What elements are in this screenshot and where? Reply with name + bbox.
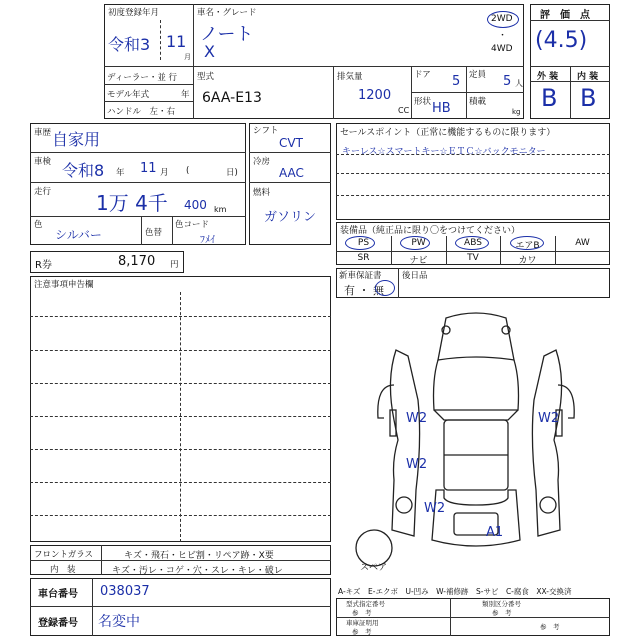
equipment-navi: ナビ xyxy=(409,256,428,266)
warranty-circle xyxy=(375,280,395,296)
ac: AAC xyxy=(279,166,304,180)
equipment-abs: ABS xyxy=(464,238,482,248)
color-code-label: 色コード xyxy=(175,220,210,230)
damage-mark-left-rear: W2 xyxy=(406,457,428,472)
divider xyxy=(104,101,193,102)
damage-mark-rear: A1 xyxy=(486,525,504,540)
divider xyxy=(398,268,399,298)
divider xyxy=(101,545,102,575)
inspection-label: 車検 xyxy=(34,157,52,167)
registration-label: 登録番号 xyxy=(38,618,78,629)
divider xyxy=(30,316,331,317)
divider xyxy=(30,383,331,384)
extra-cert-ref: 参 考 xyxy=(540,623,560,631)
divider xyxy=(336,173,610,174)
divider xyxy=(333,66,334,119)
recycle-label: R券 xyxy=(35,260,52,271)
divider xyxy=(30,182,246,183)
damage-mark-left-sill: W2 xyxy=(424,501,446,516)
equipment-sr: SR xyxy=(357,253,370,263)
warranty-label: 新車保証書 xyxy=(339,271,382,281)
garage-cert-label: 車庫証明用 xyxy=(346,619,379,627)
load-label: 積載 xyxy=(469,97,487,107)
notes-label: 注意事項申告欄 xyxy=(34,280,94,290)
drive-2wd: 2WD xyxy=(491,14,513,24)
kg-unit: kg xyxy=(512,108,521,116)
rear-body xyxy=(432,490,520,546)
history-label: 車歴 xyxy=(34,128,52,138)
drive-dot: ・ xyxy=(498,31,508,41)
dealer-label: ディーラー・並 行 xyxy=(107,73,178,83)
divider xyxy=(336,195,610,196)
exterior-grade: B xyxy=(541,84,558,112)
left-side-body xyxy=(390,350,419,536)
color: シルバー xyxy=(55,228,102,242)
door-label: ドア xyxy=(414,70,431,80)
paren-open: ( xyxy=(186,166,190,176)
first-reg-era: 令和3 xyxy=(108,35,151,54)
name-grade-label: 車名・グレード xyxy=(197,8,257,18)
registration-value: 名変中 xyxy=(98,614,140,630)
equipment-pw-circle xyxy=(400,236,430,250)
interior-label: 内 装 xyxy=(50,565,76,575)
car-diagram xyxy=(336,300,616,580)
spare-label: スペア xyxy=(360,563,388,573)
color-label: 色 xyxy=(34,220,43,230)
ac-label: 冷房 xyxy=(253,157,271,167)
front-glass-text: キズ・飛石・ヒビ割・リペア跡・X要 xyxy=(124,551,274,561)
equipment-abs-circle xyxy=(455,236,489,250)
damage-mark-right-front: W2 xyxy=(538,411,560,426)
recycle-amount: 8,170 xyxy=(118,254,156,269)
class-cert-label: 類別区分番号 xyxy=(482,600,521,608)
chassis-value: 038037 xyxy=(100,584,150,599)
capacity-label: 定員 xyxy=(469,70,487,80)
divider xyxy=(30,416,331,417)
first-reg-month: 11 xyxy=(166,32,187,51)
divider xyxy=(30,515,331,516)
front-glass-label: フロントガラス xyxy=(34,550,93,560)
divider xyxy=(160,20,161,60)
handle-label: ハンドル 左・右 xyxy=(107,107,176,117)
mileage-main: 1万 4千 xyxy=(96,191,168,215)
garage-cert-ref: 参 考 xyxy=(352,628,372,636)
model-year-label: モデル年式 xyxy=(107,90,150,100)
recycle-unit: 円 xyxy=(170,260,179,270)
equipment-airbag: エアB xyxy=(515,241,540,251)
divider xyxy=(172,216,173,245)
divider xyxy=(193,66,194,119)
divider xyxy=(30,449,331,450)
inspection-month-unit: 月 xyxy=(160,168,169,178)
type-label: 型式 xyxy=(197,72,215,82)
inspection-month: 11 xyxy=(140,161,157,176)
divider xyxy=(411,92,524,93)
after-label: 後日品 xyxy=(402,271,428,281)
divider xyxy=(249,152,331,153)
color-plate-label: 色替 xyxy=(145,228,163,238)
car-name: ノート xyxy=(200,24,254,45)
damage-legend: A-キズ E-エクボ U-凹み W-補修跡 S-サビ C-腐食 XX-交換済 xyxy=(338,587,572,596)
drive-4wd: 4WD xyxy=(491,44,513,54)
damage-mark-left-front: W2 xyxy=(406,411,428,426)
recycle-box xyxy=(30,251,184,273)
rating-label: 評 価 点 xyxy=(540,10,590,21)
divider xyxy=(104,66,524,67)
model-code: 6AA-E13 xyxy=(202,90,262,106)
equipment-tv: TV xyxy=(467,253,479,263)
sales-points-label: セールスポイント（正常に機能するものに限ります） xyxy=(340,128,556,138)
divider xyxy=(180,292,181,542)
equipment-ps-circle xyxy=(345,236,375,250)
class-cert-ref: 参 考 xyxy=(492,609,512,617)
sales-points-text: キーレス☆スマートキー☆ＥＴＣ☆バックモニター xyxy=(342,147,546,157)
equipment-pw: PW xyxy=(411,238,426,248)
capacity: 5 xyxy=(503,74,512,89)
front-body xyxy=(434,360,519,410)
year-unit: 年 xyxy=(181,90,190,100)
spare-tire xyxy=(356,530,392,566)
type-cert-label: 型式指定番号 xyxy=(346,600,385,608)
rating-score: (4.5) xyxy=(535,28,588,53)
shape: HB xyxy=(432,101,451,116)
divider xyxy=(30,152,246,153)
fuel: ガソリン xyxy=(264,210,317,225)
fuel-label: 燃料 xyxy=(253,188,271,198)
interior-grade: B xyxy=(580,84,597,112)
chassis-label: 車台番号 xyxy=(38,589,78,600)
paren-close: 日) xyxy=(226,168,238,178)
divider xyxy=(30,606,331,607)
roof-outline xyxy=(438,313,514,360)
divider xyxy=(193,4,194,66)
equipment-label: 装備品（純正品に限り〇をつけてください） xyxy=(340,226,521,236)
exterior-label: 外 装 xyxy=(537,72,559,82)
first-reg-label: 初度登録年月 xyxy=(108,8,160,18)
interior-text: キズ・汚レ・コゲ・穴・スレ・キレ・破レ xyxy=(112,566,283,576)
inspection-year-unit: 年 xyxy=(116,168,125,178)
displacement: 1200 xyxy=(358,88,392,103)
divider xyxy=(104,84,193,85)
month-unit: 月 xyxy=(184,53,191,61)
interior-label: 内 装 xyxy=(577,72,599,82)
divider xyxy=(92,578,93,636)
doors: 5 xyxy=(452,74,461,89)
right-side-body xyxy=(532,350,561,536)
color-code: ﾌﾒｲ xyxy=(200,235,215,246)
history: 自家用 xyxy=(52,130,101,149)
divider xyxy=(450,598,451,636)
warranty-value: 有 ・ 無 xyxy=(344,284,384,297)
equipment-aw: AW xyxy=(575,238,590,248)
displacement-label: 排気量 xyxy=(337,72,363,82)
mileage-sub: 400 xyxy=(184,198,207,212)
shift: CVT xyxy=(279,136,303,150)
divider xyxy=(249,182,331,183)
equipment-airbag-circle xyxy=(510,236,544,250)
equipment-ps: PS xyxy=(357,238,370,248)
grade: X xyxy=(204,42,215,61)
divider xyxy=(336,251,610,252)
divider xyxy=(570,66,571,119)
shape-label: 形状 xyxy=(414,97,432,107)
divider xyxy=(30,350,331,351)
divider xyxy=(30,482,331,483)
type-cert-ref: 参 考 xyxy=(352,609,372,617)
equipment-leather: カワ xyxy=(518,256,537,266)
divider xyxy=(141,216,142,245)
mileage-label: 走行 xyxy=(34,187,52,197)
km-unit: km xyxy=(214,205,227,214)
divider xyxy=(30,216,246,217)
inspection-era: 令和8 xyxy=(62,161,105,180)
cc-unit: CC xyxy=(398,106,410,115)
capacity-unit: 人 xyxy=(515,79,523,88)
divider xyxy=(336,154,610,155)
shift-label: シフト xyxy=(253,126,279,136)
